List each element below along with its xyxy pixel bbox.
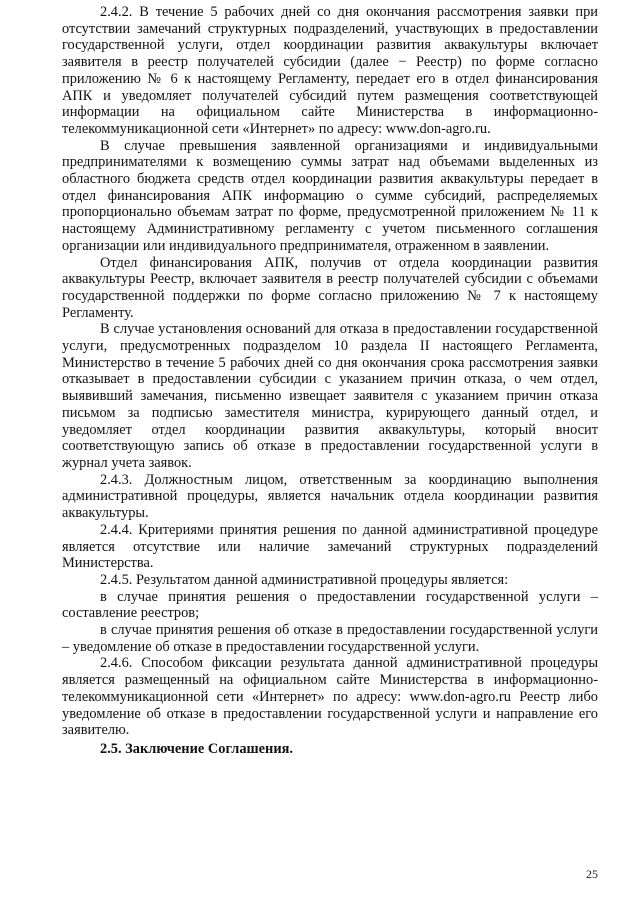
paragraph-refusal: В случае установления оснований для отказа в предоставлении государственной услуги, предусмотренных подразделом 10 раздела II настоящего Регламента, Министерство в течение 5 рабочих дней со дня окончания срока рассмотрения заявки отказывает в предоставлении субсидии с указанием причин отказа, о чем отдел, выявивший замечания, письменно извещает заявителя с указанием причин отказа письмом за подписью заместителя министра, курирующего данный отдел, и уведомляет отдел координации развития аквакультуры, который вносит соответствующую запись об отказе в предоставлении государственной услуги в журнал учета заявок.	[62, 321, 598, 471]
page-number: 25	[586, 867, 598, 881]
paragraph-2-4-3: 2.4.3. Должностным лицом, ответственным за координацию выполнения административной процедуры, является начальник отдела координации развития аквакультуры.	[62, 471, 598, 522]
paragraph-2-4-6: 2.4.6. Способом фиксации результата данной административной процедуры является размещенный на официальном сайте Министерства в информационно-телекоммуникационной сети «Интернет» по адресу: www.don-agro.ru Реестр либо уведомление об отказе в предоставлении государственной услуги и направление его заявителю.	[62, 655, 598, 739]
paragraph-2-4-5: 2.4.5. Результатом данной административной процедуры является:	[100, 571, 509, 588]
section-heading-2-5: 2.5. Заключение Соглашения.	[100, 740, 294, 757]
document-page	[62, 4, 598, 758]
paragraph-finance-department: Отдел финансирования АПК, получив от отдела координации развития аквакультуры Реестр, включает заявителя в реестр получателей субсидии с объемами государственной поддержки по форме согласно приложению № 7 к настоящему Регламенту.	[62, 254, 598, 321]
paragraph-result-refusal: в случае принятия решения об отказе в предоставлении государственной услуги – уведомление об отказе в предоставлении государственной услуги.	[62, 622, 598, 655]
paragraph-2-4-4: 2.4.4. Критериями принятия решения по данной административной процедуре является отсутствие или наличие замечаний структурных подразделений Министерства.	[62, 521, 598, 572]
paragraph-2-4-2: 2.4.2. В течение 5 рабочих дней со дня окончания рассмотрения заявки при отсутствии замечаний структурных подразделений, участвующих в предоставлении государственной услуги, отдел координации развития аквакультуры включает заявителя в реестр получателей субсидии (далее − Реестр) по форме согласно приложению № 6 к настоящему Регламенту, передает его в отдел финансирования АПК и уведомляет получателей субсидий путем размещения соответствующей информации на официальном сайте Министерства в информационно-телекоммуникационной сети «Интернет» по адресу: www.don-agro.ru.	[62, 4, 598, 137]
paragraph-result-approval: в случае принятия решения о предоставлении государственной услуги – составление реестров;	[62, 588, 598, 622]
paragraph-excess-claims: В случае превышения заявленной организациями и индивидуальными предпринимателями к возмещению суммы затрат над объемами выделенных из областного бюджета средств отдел координации развития аквакультуры передает в отдел финансирования АПК информацию о сумме субсидий, распределяемых пропорционально объемам затрат по форме, предусмотренной приложением № 11 к настоящему Административному регламенту с учетом письменного соглашения организации или индивидуального предпринимателя, отраженном в заявлении.	[62, 137, 598, 254]
